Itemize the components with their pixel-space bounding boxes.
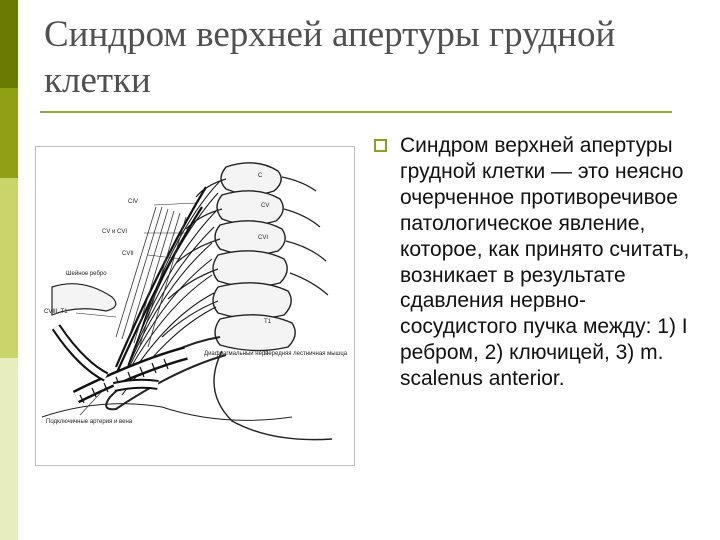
label-subclavian: Подключичные артерия и вена xyxy=(46,419,133,425)
label-c-viii-t1: CVIII, T1 xyxy=(44,309,68,315)
label-c-iv: CIV xyxy=(128,199,139,205)
thoracic-outlet-drawing xyxy=(36,147,354,465)
bullet-text: Синдром верхней апертуры грудной клетки — это неясно очерченное противоречивое патологическое явление, которое, как принято считать, возникает в результате сдавления нервно-сосудистого пучка между: 1) I ребром, 2) ключицей, 3) m. scalenus anterior. xyxy=(400,134,690,391)
sidebar-band-1 xyxy=(0,0,18,88)
label-anterior-scalene: Передняя лестничная мышца xyxy=(264,351,348,357)
label-phrenic-nerve: Диафрагмальный нерв xyxy=(204,351,269,357)
label-t1: T1 xyxy=(264,319,272,325)
label-c-iii: C xyxy=(258,173,263,179)
chest-contour xyxy=(42,404,292,421)
label-c-v: CV xyxy=(261,203,270,209)
sidebar-band-3 xyxy=(0,178,18,358)
sidebar-band-2 xyxy=(0,88,18,178)
label-c-vi: CVI xyxy=(258,235,269,241)
anatomy-illustration xyxy=(35,146,355,466)
label-c-v-c-vi: CV и CVI xyxy=(102,229,128,235)
decorative-sidebar xyxy=(0,0,18,540)
hollow-square-bullet-icon xyxy=(374,139,387,152)
label-c-vii: CVII xyxy=(122,251,134,257)
vertebral-column xyxy=(213,163,295,351)
label-cervical-rib: Шейное ребро xyxy=(66,271,107,277)
title-underline xyxy=(40,111,672,113)
sidebar-band-4 xyxy=(0,358,18,540)
slide-title: Синдром верхней апертуры грудной клетки xyxy=(44,14,616,101)
